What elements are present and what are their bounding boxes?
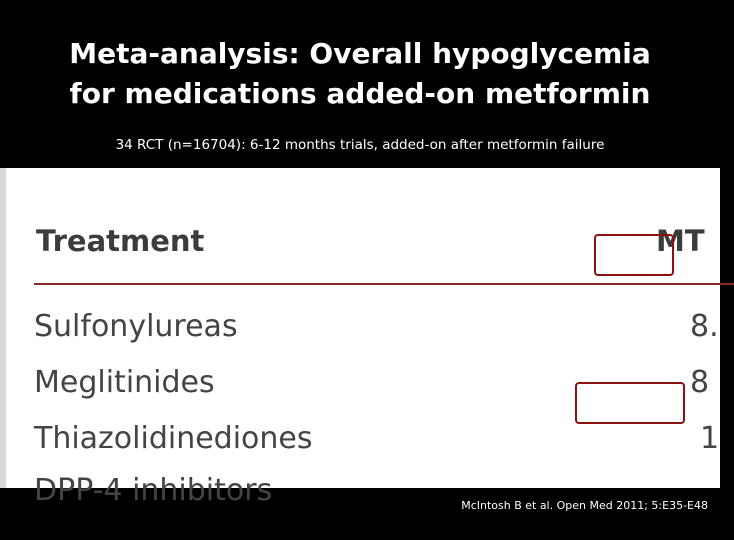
row-thiazolidinediones-value: 1 [700, 421, 720, 456]
row-sulfonylureas-treatment: Sulfonylureas [34, 309, 238, 344]
image-edge-shade [0, 168, 6, 488]
row-meglitinides-value: 8 [690, 365, 710, 400]
row-thiazolidinediones-treatment: Thiazolidinediones [34, 421, 313, 456]
highlight-box-header [594, 234, 674, 276]
slide-title-line-1: Meta-analysis: Overall hypoglycemia [69, 37, 651, 70]
row-dpp4-treatment-cropped: DPP-4 inhibitors [34, 473, 273, 508]
row-sulfonylureas-value: 8. [690, 309, 719, 344]
header-treatment: Treatment [36, 224, 205, 258]
citation: McIntosh B et al. Open Med 2011; 5:E35-E48 [461, 499, 708, 512]
highlight-box-row [575, 382, 685, 424]
slide-subtitle: 34 RCT (n=16704): 6-12 months trials, added-on after metformin failure [115, 137, 605, 153]
slide-title [0, 34, 720, 114]
header-rule [34, 283, 734, 285]
slide-title-line-2: for medications added-on metformin [69, 77, 651, 110]
row-meglitinides-treatment: Meglitinides [34, 365, 215, 400]
header-col2-partial: MT [656, 224, 705, 258]
